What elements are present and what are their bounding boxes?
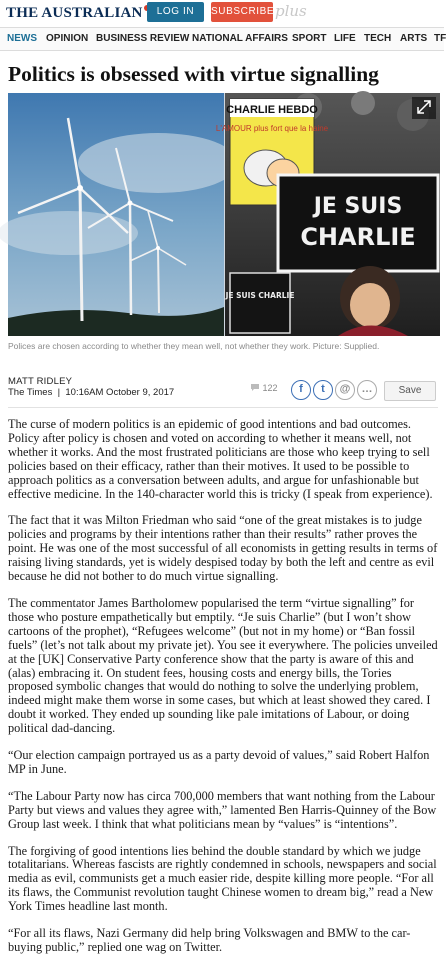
email-share-icon[interactable]: @ <box>335 380 355 400</box>
article-paragraph: “The Labour Party now has circa 700,000 members that want nothing from the Labour Party but views and values they agree with,” lamented Ben Harris-Quinney of the Bow Group last week. I think that what politicians mean by “values” is “intentions”. <box>8 788 437 831</box>
more-share-icon[interactable]: … <box>357 380 377 400</box>
comment-icon <box>250 383 260 392</box>
sign-line-2: CHARLIE <box>300 223 416 251</box>
nav-item-news[interactable]: NEWS <box>7 33 37 44</box>
save-button[interactable]: Save <box>384 381 436 401</box>
comment-count-value: 122 <box>262 383 278 393</box>
magazine-title: CHARLIE HEBDO <box>226 104 318 116</box>
image-caption: Polices are chosen according to whether they mean well, not whether they work. Picture: Supplied. <box>8 341 380 351</box>
nav-item-opinion[interactable]: OPINION <box>46 33 89 44</box>
hero-image[interactable] <box>8 93 440 336</box>
top-bar <box>0 0 444 26</box>
nav-item-business-review[interactable]: BUSINESS REVIEW <box>96 33 190 44</box>
nav-item-national-affairs[interactable]: NATIONAL AFFAIRS <box>192 33 288 44</box>
article-paragraph: “For all its flaws, Nazi Germany did help bring Volkswagen and BMW to the car-buying public,” replied one wag on Twitter. <box>8 926 411 954</box>
nav-item-arts[interactable]: ARTS <box>400 33 428 44</box>
hero-image-graphic <box>8 93 440 336</box>
article-paragraph: The forgiving of good intentions lies behind the double standard by which we judge totalitarians. Whereas fascists are rightly condemned in schools, newspapers and social media as evil, communists get a much easier ride, despite killing more people. “For all its flaws, the Communist revolution taught Chinese women to dream big,” read a New York Times headline last month. <box>8 843 437 914</box>
je-suis-charlie-photo <box>216 91 440 336</box>
byline-separator: | <box>52 387 66 398</box>
comment-count[interactable] <box>250 383 278 393</box>
article-body <box>8 418 439 968</box>
article-paragraph: “Our election campaign portrayed us as a party devoid of values,” said Robert Halfon MP in June. <box>8 748 430 776</box>
publish-timestamp: 10:16AM October 9, 2017 <box>65 387 175 398</box>
login-button[interactable]: LOG IN <box>147 2 204 22</box>
site-logo[interactable] <box>6 5 150 22</box>
subscribe-button[interactable]: SUBSCRIBE <box>211 2 273 22</box>
article-paragraph: The curse of modern politics is an epidemic of good intentions and bad outcomes. Policy after policy is chosen and voted on according to whether it means well, not whether it works. And the most frustrated politicians are those who keep trying to sell policies based on their efficacy, rather than their motives. It used to be possible to approach politics as a conversation between adults, and argue for unfashionable but effective medicine. In the 140-character world this is tricky (I speak from experience). <box>8 417 433 501</box>
nav-item-more[interactable]: TF <box>434 33 446 44</box>
byline-meta <box>8 387 174 398</box>
wind-turbines-photo <box>0 93 238 336</box>
twitter-share-icon[interactable]: t <box>313 380 333 400</box>
publication-name: The Times <box>8 387 53 398</box>
site-logo-text: THE AUSTRALIAN <box>6 5 143 21</box>
article-paragraph: The commentator James Bartholomew popularised the term “virtue signalling” for those who posture empathetically but emptily. “Je suis Charlie” (but I won’t show cartoons of the prophet), “Refugees welcome” (but not in my home) or “Ban fossil fuels” (let’s not talk about my private jet). You see it everywhere. The policies unveiled at the [UK] Conservative Party conference show that the party is aware of this and (alas) embracing it. On student fees, housing costs and energy bills, the Tories proposed symbolic changes that would do nothing to solve the underlying problem, indeed might make them worse in some cases, but which at least showed they cared. I doubt it worked. They ended up sounding like pale imitations of Labour, or doing political dad-dancing. <box>8 595 438 736</box>
nav-item-tech[interactable]: TECH <box>364 33 392 44</box>
article-paragraph: The fact that it was Milton Friedman who said “one of the great mistakes is to judge policies and programs by their intentions rather than their results” rather proves the point. He was one of the most successful of all economists in getting results in terms of raising living standards, yet is widely despised today by both the left and centre as evil because he did not bother to do much virtue signalling. <box>8 513 438 584</box>
article-headline: Politics is obsessed with virtue signalling <box>8 62 379 86</box>
facebook-share-icon[interactable]: f <box>291 380 311 400</box>
plus-logo[interactable]: plus <box>275 2 307 20</box>
nav-item-sport[interactable]: SPORT <box>292 33 327 44</box>
nav-item-life[interactable]: LIFE <box>334 33 356 44</box>
byline-divider <box>8 407 438 408</box>
section-nav <box>0 27 444 51</box>
author-name[interactable]: MATT RIDLEY <box>8 376 73 387</box>
small-sign-text: JE SUIS CHARLIE <box>225 291 295 300</box>
sign-line-1: JE SUIS <box>313 194 403 219</box>
magazine-cover-line: L'AMOUR plus fort que la haine <box>215 124 329 133</box>
